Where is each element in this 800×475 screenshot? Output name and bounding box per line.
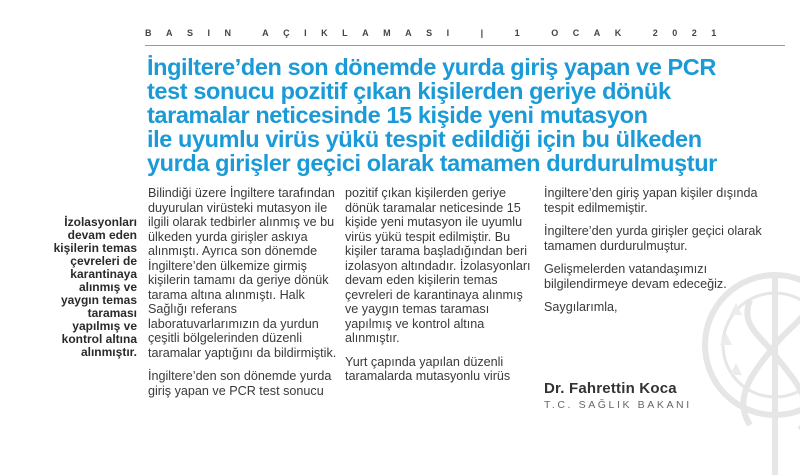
body-column-1	[148, 186, 338, 407]
headline	[147, 55, 767, 175]
paragraph: Bilindiği üzere İngiltere tarafından duyurulan virüsteki mutasyon ile ilgili olarak tedbirler alınmış ve bu ülkeden yurda girişler askıya alınmıştı. Ayrıca son dönemde İngiltere’den ülkemize girmiş kişilerin tamamı da geriye dönük tarama altına alınmıştı. Halk Sağlığı referans laboratuvarlarımızın da yurdun çeşitli bölgelerinden düzenli taramalar yaptığını da bildirmiştik.	[148, 186, 337, 360]
paragraph: İngiltere’den yurda girişler geçici olarak tamamen durdurulmuştur.	[544, 224, 762, 253]
headline-line: ile uyumlu virüs yükü tespit edildiği için bu ülkeden	[147, 126, 702, 152]
ministry-emblem-icon	[690, 255, 800, 475]
signature-block	[544, 380, 744, 411]
paragraph: İngiltere’den son dönemde yurda giriş yapan ve PCR test sonucu	[148, 369, 332, 398]
paragraph: pozitif çıkan kişilerden geriye dönük taramalar neticesinde 15 kişide yeni mutasyon ile uyumlu virüs yükü tespit edilmiştir. Bu kişiler tarama başladığından beri izolasyon altındadır. İzolasyonları devam eden kişilerin temas çevreleri de karantinaya alınmış ve yaygın temas taraması yapılmış ve kontrol altına alınmıştır.	[345, 186, 531, 345]
sidebar-pull-quote: İzolasyonları devam eden kişilerin temas çevreleri de karantinaya alınmış ve yaygın temas taraması yapılmış ve kontrol altına alınmıştır.	[53, 215, 137, 359]
paragraph: Yurt çapında yapılan düzenli taramalarda mutasyonlu virüs	[345, 354, 511, 383]
press-release-header: BASIN AÇIKLAMASI | 1 OCAK 2021	[145, 28, 731, 38]
headline-line: İngiltere’den son dönemde yurda giriş yapan ve PCR	[147, 54, 716, 80]
paragraph: Gelişmelerden vatandaşımızı bilgilendirmeye devam edeceğiz.	[544, 262, 727, 291]
paragraph: İngiltere’den giriş yapan kişiler dışında tespit edilmemiştir.	[544, 186, 758, 215]
headline-line: taramalar neticesinde 15 kişide yeni mutasyon	[147, 102, 648, 128]
signatory-title: T.C. SAĞLIK BAKANI	[544, 399, 692, 411]
body-column-2	[345, 186, 535, 393]
header-divider	[145, 45, 785, 46]
headline-line: yurda girişler geçici olarak tamamen durdurulmuştur	[147, 150, 717, 176]
headline-line: test sonucu pozitif çıkan kişilerden geriye dönük	[147, 78, 671, 104]
signatory-name: Dr. Fahrettin Koca	[544, 380, 677, 397]
paragraph: Saygılarımla,	[544, 300, 618, 314]
